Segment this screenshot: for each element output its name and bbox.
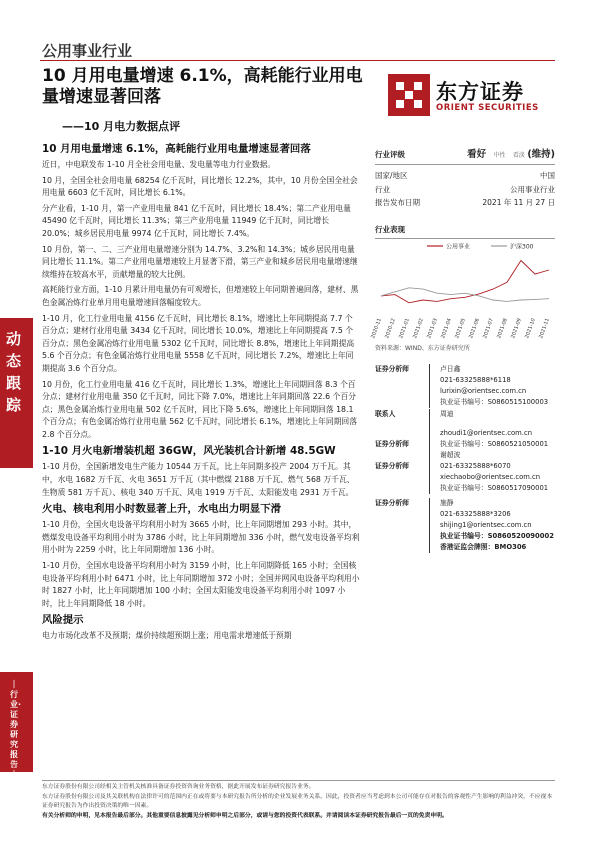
analyst-entry (375, 498, 555, 553)
x-tick-label: 2020-11 (370, 317, 383, 339)
x-tick-label: 2021-09 (510, 317, 523, 339)
series-line (381, 287, 549, 301)
paragraph: 电力市场化改革不及预期；煤价持续超预期上涨；用电需求增速低于预期 (42, 631, 292, 641)
analyst-cert: 执业证书编号：S0860521050001 (440, 439, 549, 448)
analyst-phone: 021-63325888*3206 (440, 509, 511, 518)
rating-status: (维持) (527, 149, 555, 160)
analyst-cert: 执业证书编号：S0860515100003 (440, 397, 549, 406)
paragraph: 10 月份，第一、二、三产业用电量增速分别为 14.7%、3.2%和 14.3%；城乡居民用电量同比增长 11.1%。第二产业用电量增速较上月显著下滑，第三产业和城乡居民用电量增速继续维持在较高水平，贡献增量的较大比例。 (42, 244, 358, 279)
disclaimer (42, 783, 557, 821)
header-rule (40, 60, 555, 61)
info-value: 公用事业行业 (510, 184, 555, 194)
info-row (375, 183, 555, 197)
sector-label: 公用事业行业 (42, 42, 133, 60)
legend-label: 公用事业 (446, 243, 471, 250)
industry-performance-chart (370, 239, 555, 339)
legend-label: 沪深300 (510, 243, 534, 250)
x-tick-label: 2021-05 (454, 317, 467, 339)
info-row (375, 196, 555, 210)
info-row (375, 169, 555, 183)
analyst-role: 证券分析师 (375, 461, 409, 470)
paragraph: 1-10 月份，全国水电设备平均利用小时为 3159 小时，比上年同期降低 165 小时；全国核电设备平均利用小时 6471 小时，比上年同期增加 372 小时；全国并网风电设备平均利用小时 1827 小时，比上年同期增加 100 小时；全国太阳能发电设备平均利用小时 1097 小时，比上年同期降低 18 小时。 (42, 561, 360, 608)
paragraph: 分产业看，1-10 月，第一产业用电量 841 亿千瓦时，同比增长 18.4%；第二产业用电量 45490 亿千瓦时，同比增长 11.3%；第三产业用电量 11949 亿千瓦时，同比增长 20.0%；城乡居民用电量 9974 亿千瓦时，同比增长 7.4%。 (42, 203, 351, 238)
analyst-role: 证券分析师 (375, 498, 409, 507)
rating-row (375, 146, 555, 165)
paragraph: 1-10 月份，全国新增发电生产能力 10544 万千瓦，比上年同期多投产 2004 万千瓦。其中，水电 1682 万千瓦、火电 3651 万千瓦（其中燃煤 2188 万千瓦、燃气 568 万千瓦、生物质 581 万千瓦）、核电 340 万千瓦、风电 1919 万千瓦、太阳能发电 2931 万千瓦。 (42, 462, 355, 497)
analyst-name: 施静 (440, 498, 454, 507)
chart-heading: 行业表现 (375, 224, 555, 239)
brand-logo-icon (388, 74, 430, 116)
analyst-email[interactable]: shijing1@orientsec.com.cn (440, 520, 532, 529)
hk-license: 香港证监会牌照：BMO306 (440, 542, 527, 551)
info-value: 中国 (540, 171, 555, 180)
section-heading: 1-10 月火电新增装机超 36GW，风光装机合计新增 48.5GW (42, 445, 336, 458)
x-tick-label: 2021-10 (524, 317, 537, 339)
brand-name-en: ORIENT SECURITIES (436, 103, 539, 113)
analyst-cert: 执业证书编号：S0860517090001 (440, 483, 549, 492)
main-body (42, 142, 360, 646)
rating-label: 行业评级 (375, 150, 405, 159)
disclaimer-rule (42, 780, 555, 781)
info-key: 报告发布日期 (375, 198, 420, 207)
analyst-name: 周迪 (440, 409, 454, 418)
section-heading: 风险提示 (42, 614, 84, 627)
sidebar-info (370, 142, 555, 553)
paragraph: 高耗能行业方面，1-10 月累计用电量仍有可观增长，但增速较上年同期普遍回落，建材、黑色金属冶炼行业单月用电量增速回落幅度较大。 (42, 285, 359, 307)
analyst-phone: 021-63325888*6070 (440, 461, 511, 470)
analyst-name: 卢日鑫 (440, 364, 461, 373)
x-tick-label: 2021-02 (412, 317, 425, 339)
analyst-role: 联系人 (375, 409, 396, 418)
analyst-email[interactable]: zhoudi1@orientsec.com.cn (440, 428, 533, 437)
paragraph: 近日，中电联发布 1-10 月全社会用电量、发电量等电力行业数据。 (42, 160, 276, 169)
analyst-name: 谢超波 (440, 450, 461, 459)
info-value: 2021 年 11 月 27 日 (482, 198, 555, 207)
analyst-email[interactable]: lurixin@orientsec.com.cn (440, 386, 527, 395)
paragraph: 1-10 月份，全国火电设备平均利用小时为 3665 小时，比上年同期增加 293 小时。其中，燃煤发电设备平均利用小时为 3786 小时，比上年同期增加 336 小时，燃气发电设备平均利用小时为 2259 小时，比上年同期增加 136 小时。 (42, 520, 360, 555)
x-tick-label: 2021-04 (440, 317, 453, 339)
rating-option-negative: 看淡 (512, 152, 525, 159)
analyst-entry (375, 409, 555, 439)
analyst-block (375, 364, 555, 553)
x-tick-label: 2021-06 (468, 317, 481, 339)
x-tick-label: 2021-08 (496, 317, 509, 339)
analyst-cert: 执业证书编号：S0860520090002 (440, 531, 554, 540)
paragraph: 10 月，全国全社会用电量 68254 亿千瓦时，同比增长 12.2%，其中，10 月份全国全社会用电量 6603 亿千瓦时，同比增长 6.1%。 (42, 175, 358, 198)
report-title: 10 月用电量增速 6.1%，高耗能行业用电量增速显著回落 (42, 66, 363, 107)
paragraph: 1-10 月，化工行业用电量 4156 亿千瓦时，同比增长 8.1%，增速比上年同期提高 7.7 个百分点；建材行业用电量 3434 亿千瓦时，同比增长 10.0%，增速比上年同期提高 7.5 个百分点；黑色金属冶炼行业用电量 5302 亿千瓦时，同比增长 8.8%，增速比上年同期提高 5.6 个百分点；有色金属冶炼行业用电量 5558 亿千瓦时，同比增长 7.2%，增速比上年同期提高 3.6 个百分点。 (42, 313, 355, 373)
analyst-entry (375, 439, 555, 461)
x-tick-label: 2021-03 (426, 317, 439, 339)
section-heading: 10 月用电量增速 6.1%，高耗能行业用电量增速显著回落 (42, 143, 311, 155)
analyst-entry (375, 364, 555, 408)
x-tick-label: 2021-11 (538, 317, 551, 339)
paragraph: 10 月份，化工行业用电量 416 亿千瓦时，同比增长 1.3%，增速比上年同期回落 8.3 个百分点；建材行业用电量 350 亿千瓦时，同比下降 7.0%，增速比上年同期回落 22.6 个百分点；黑色金属冶炼行业用电量 502 亿千瓦时，同比下降 5.6%，增速比上年同期回落 18.1 个百分点；有色金属冶炼行业用电量 562 亿千瓦时，同比增长 6.1%，增速比上年同期回落 2.8 个百分点。 (42, 379, 358, 439)
x-tick-label: 2021-01 (398, 317, 411, 339)
disclaimer-line: 东方证券股份有限公司及其关联机构在法律许可的范围内正在或将要与本研究报告所分析的企业发展业务关系。因此，投资者应当考虑到本公司可能存在对报告的客观性产生影响的利益冲突，不应视本证券研究报告为作出投资决策的唯一因素。 (42, 793, 553, 809)
side-tab-bottom-label: ｜行业·证券研究报告｜ (10, 680, 22, 779)
brand-name: 东方证券 (436, 80, 524, 104)
side-tab-top-label: 动态跟踪 (6, 330, 22, 414)
report-subtitle: ——10 月电力数据点评 (62, 120, 181, 133)
rating-option-neutral: 中性 (493, 152, 506, 159)
analyst-phone: 021-63325888*6118 (440, 375, 511, 384)
info-key: 行业 (375, 184, 390, 194)
info-key: 国家/地区 (375, 171, 408, 180)
analyst-role: 证券分析师 (375, 439, 409, 448)
analyst-role: 证券分析师 (375, 364, 409, 373)
chart-source: 资料来源：WIND、东方证券研究所 (375, 344, 470, 352)
analyst-entry (375, 461, 555, 494)
x-tick-label: 2020-12 (384, 317, 397, 339)
rating-value: 看好 (467, 149, 487, 160)
disclaimer-line: 东方证券股份有限公司经相关主管机关核准具备证券投资咨询业务资格，据此开展发布证券研究报告业务。 (42, 784, 315, 790)
section-heading: 火电、核电利用小时数显著上升，水电出力明显下滑 (42, 503, 281, 516)
disclaimer-line: 有关分析师的申明，见本报告最后部分。其他重要信息披露见分析师申明之后部分，或请与您的投资代表联系。并请阅读本证券研究报告最后一页的免责申明。 (42, 812, 448, 819)
analyst-email[interactable]: xiechaobo@orientsec.com.cn (440, 472, 541, 481)
x-tick-label: 2021-07 (482, 317, 495, 339)
series-line (381, 260, 549, 302)
